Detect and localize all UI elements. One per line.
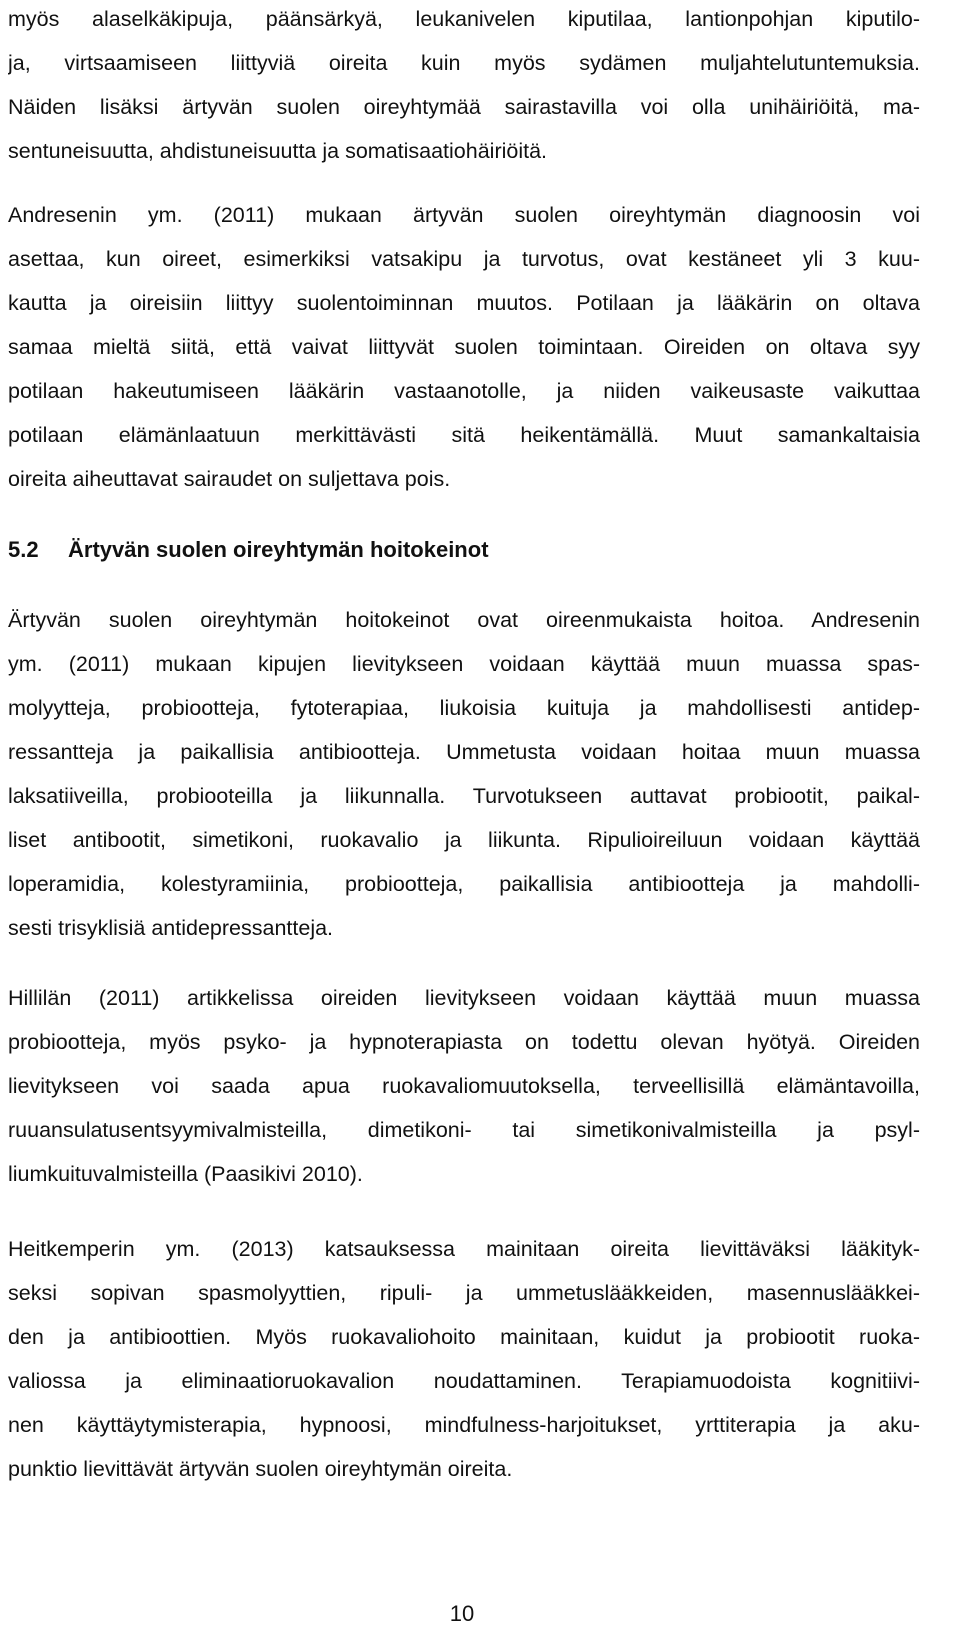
text-line: myös alaselkäkipuja, päänsärkyä, leukanivelen kiputilaa, lantionpohjan kiputilo- — [8, 7, 920, 31]
text-line: liset antibootit, simetikoni, ruokavalio ja liikunta. Ripulioireiluun voidaan käyttää — [8, 828, 920, 852]
text-line: laksatiiveilla, probiooteilla ja liikunnalla. Turvotukseen auttavat probiootit, paikal- — [8, 784, 920, 808]
text-line: Andresenin ym. (2011) mukaan ärtyvän suolen oireyhtymän diagnoosin voi — [8, 203, 920, 227]
page-number: 10 — [449, 1601, 475, 1626]
text-line: den ja antibioottien. Myös ruokavaliohoito mainitaan, kuidut ja probiootit ruoka- — [8, 1325, 920, 1349]
text-line: Hillilän (2011) artikkelissa oireiden lievitykseen voidaan käyttää muun muassa — [8, 986, 920, 1010]
text-line: kautta ja oireisiin liittyy suolentoiminnan muutos. Potilaan ja lääkärin on oltava — [8, 291, 920, 315]
text-line: lievitykseen voi saada apua ruokavaliomuutoksella, terveellisillä elämäntavoilla, — [8, 1074, 920, 1098]
text-line: molyytteja, probiootteja, fytoterapiaa, liukoisia kuituja ja mahdollisesti antidep- — [8, 696, 920, 720]
section-heading — [8, 528, 920, 572]
text-line: oireita aiheuttavat sairaudet on suljettava pois. — [8, 467, 451, 491]
text-line: ressantteja ja paikallisia antibiootteja. Ummetusta voidaan hoitaa muun muassa — [8, 740, 920, 764]
text-line: ruuansulatusentsyymivalmisteilla, dimetikoni- tai simetikonivalmisteilla ja psyl- — [8, 1118, 920, 1142]
text-line: sesti trisyklisiä antidepressantteja. — [8, 916, 334, 940]
text-line: samaa mieltä siitä, että vaivat liittyvät suolen toimintaan. Oireiden on oltava syy — [8, 335, 920, 359]
text-line: asettaa, kun oireet, esimerkiksi vatsakipu ja turvotus, ovat kestäneet yli 3 kuu- — [8, 247, 920, 271]
text-line: probiootteja, myös psyko- ja hypnoterapiasta on todettu olevan hyötyä. Oireiden — [8, 1030, 920, 1054]
text-line: ym. (2011) mukaan kipujen lievitykseen voidaan käyttää muun muassa spas- — [8, 652, 920, 676]
text-line: loperamidia, kolestyramiinia, probiootteja, paikallisia antibiootteja ja mahdolli- — [8, 872, 920, 896]
section-number: 5.2 — [8, 537, 39, 562]
text-line: ja, virtsaamiseen liittyviä oireita kuin myös sydämen muljahtelutuntemuksia. — [8, 51, 920, 75]
text-line: valiossa ja eliminaatioruokavalion noudattaminen. Terapiamuodoista kognitiivi- — [8, 1369, 920, 1393]
text-line: liumkuituvalmisteilla (Paasikivi 2010). — [8, 1162, 363, 1186]
text-line: potilaan hakeutumiseen lääkärin vastaanotolle, ja niiden vaikeusaste vaikuttaa — [8, 379, 920, 403]
text-line: Näiden lisäksi ärtyvän suolen oireyhtymää sairastavilla voi olla unihäiriöitä, ma- — [8, 95, 920, 119]
section-title: Ärtyvän suolen oireyhtymän hoitokeinot — [68, 537, 489, 562]
text-line: potilaan elämänlaatuun merkittävästi sitä heikentämällä. Muut samankaltaisia — [8, 423, 920, 447]
text-line: nen käyttäytymisterapia, hypnoosi, mindfulness-harjoitukset, yrttiterapia ja aku- — [8, 1413, 920, 1437]
text-line: sentuneisuutta, ahdistuneisuutta ja somatisaatiohäiriöitä. — [8, 139, 548, 163]
text-line: Ärtyvän suolen oireyhtymän hoitokeinot ovat oireenmukaista hoitoa. Andresenin — [8, 608, 920, 632]
text-line: Heitkemperin ym. (2013) katsauksessa mainitaan oireita lievittäväksi lääkityk- — [8, 1237, 920, 1261]
text-line: seksi sopivan spasmolyyttien, ripuli- ja ummetuslääkkeiden, masennuslääkkei- — [8, 1281, 920, 1305]
text-line: punktio lievittävät ärtyvän suolen oireyhtymän oireita. — [8, 1457, 513, 1481]
